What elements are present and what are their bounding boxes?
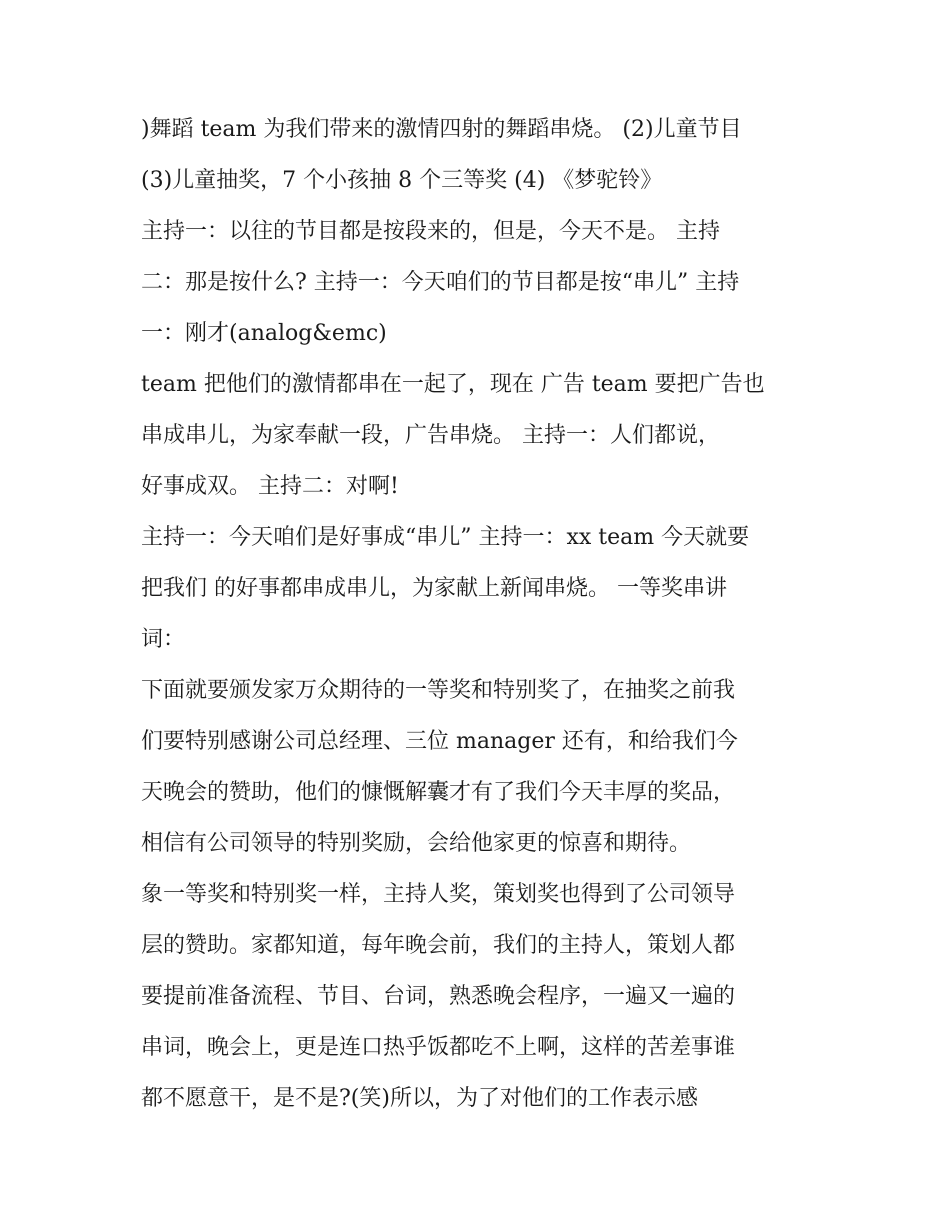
text-line: 主持一：今天咱们是好事成“串儿” 主持一：xx team 今天就要 (141, 525, 750, 550)
text-line: 主持一：以往的节目都是按段来的，但是，今天不是。 主持 (141, 219, 720, 244)
text-line: team 把他们的激情都串在一起了，现在 广告 team 要把广告也 (141, 372, 765, 397)
text-line: 们要特别感谢公司总经理、三位 manager 还有，和给我们今 (141, 729, 738, 754)
text-line: 串成串儿，为家奉献一段，广告串烧。 主持一：人们都说， (141, 423, 720, 448)
text-line: 天晚会的赞助，他们的慷慨解囊才有了我们今天丰厚的奖品， (141, 780, 736, 805)
text-line: 一：刚才(analog&emc) (141, 321, 387, 346)
text-line: 词： (141, 627, 186, 652)
text-line: 二：那是按什么? 主持一：今天咱们的节目都是按“串儿” 主持 (141, 270, 740, 295)
text-line: 好事成双。 主持二：对啊! (141, 474, 399, 499)
text-line: 层的赞助。家都知道，每年晚会前，我们的主持人，策划人都 (141, 933, 736, 958)
text-line: 下面就要颁发家万众期待的一等奖和特别奖了，在抽奖之前我 (141, 678, 736, 703)
text-line: 象一等奖和特别奖一样，主持人奖，策划奖也得到了公司领导 (141, 882, 736, 907)
text-line: 相信有公司领导的特别奖励，会给他家更的惊喜和期待。 (141, 831, 692, 856)
document-body (141, 104, 821, 1124)
text-line: (3)儿童抽奖，7 个小孩抽 8 个三等奖 (4) 《梦驼铃》 (141, 168, 663, 193)
text-line: 都不愿意干，是不是?(笑)所以，为了对他们的工作表示感 (141, 1086, 698, 1111)
text-line: 串词，晚会上，更是连口热乎饭都吃不上啊，这样的苦差事谁 (141, 1035, 736, 1060)
text-line: )舞蹈 team 为我们带来的激情四射的舞蹈串烧。 (2)儿童节目 (141, 117, 742, 142)
text-line: 要提前准备流程、节目、台词，熟悉晚会程序，一遍又一遍的 (141, 984, 736, 1009)
text-line: 把我们 的好事都串成串儿，为家献上新闻串烧。 一等奖串讲 (141, 576, 727, 601)
